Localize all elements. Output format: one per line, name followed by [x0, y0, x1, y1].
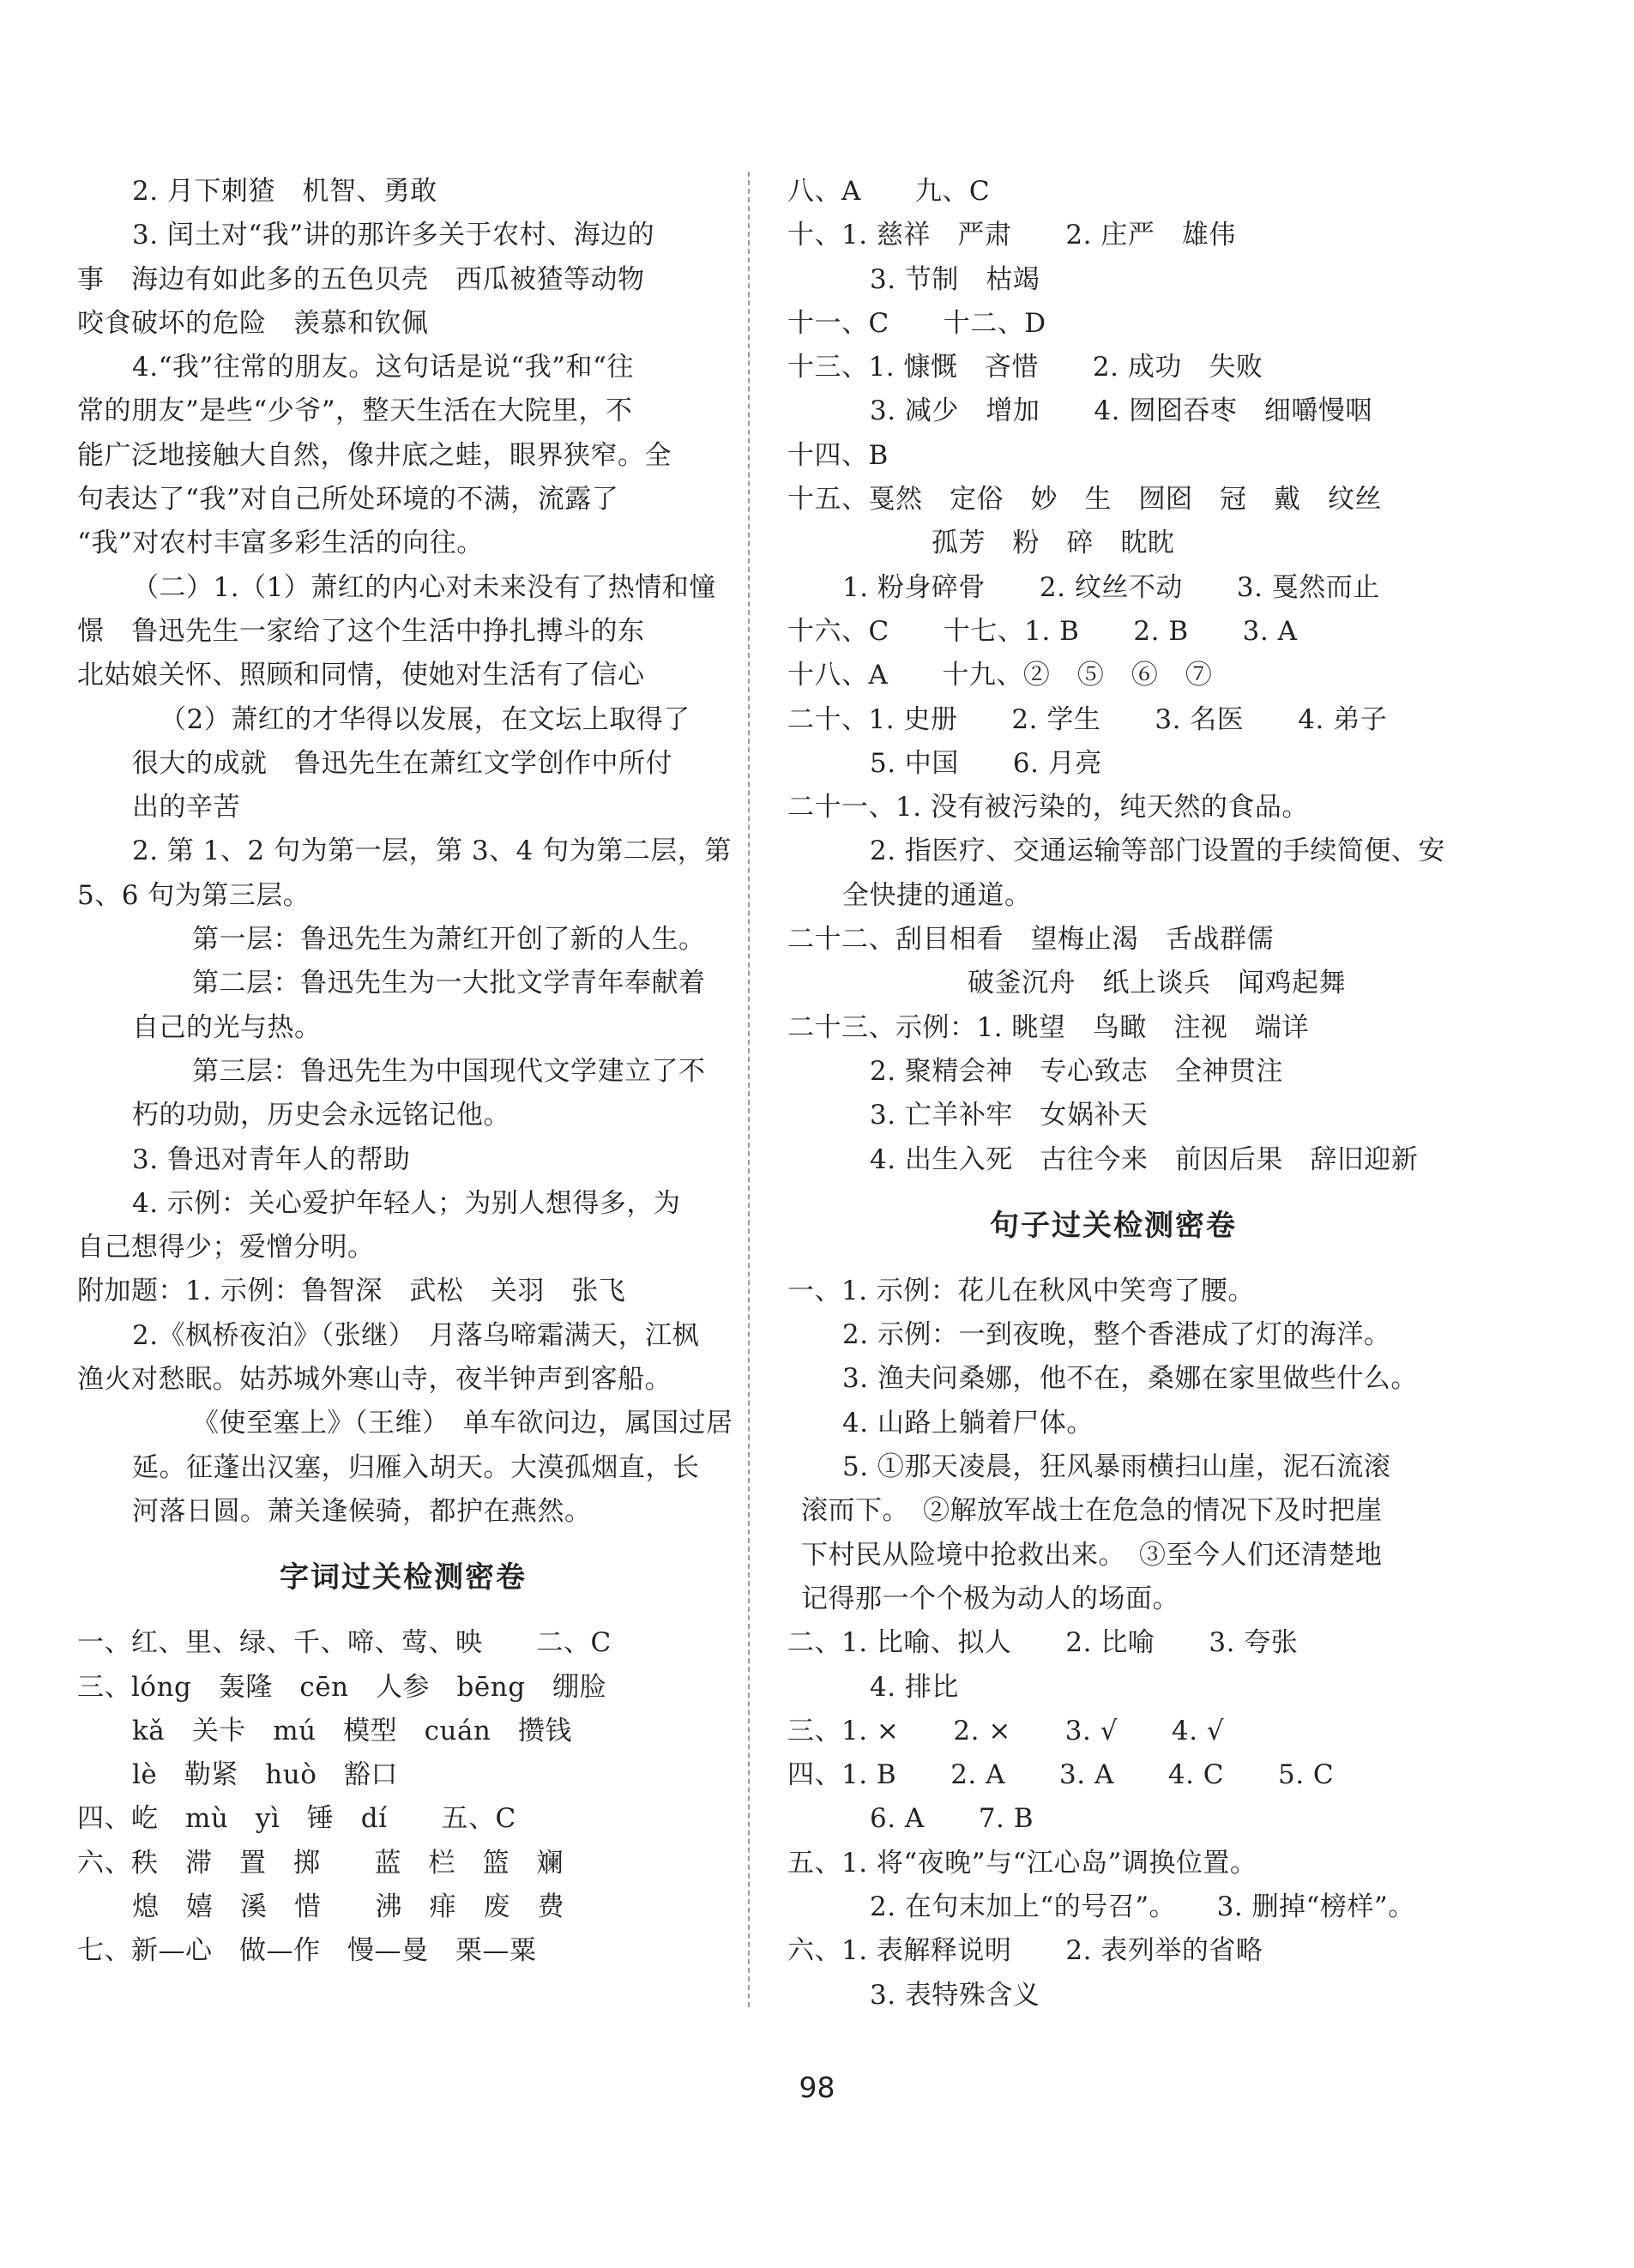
answer-line: 七、新—心 做—作 慢—曼 栗—粟 — [77, 1935, 537, 1967]
answer-line: 第二层：鲁迅先生为一大批文学青年奉献着 — [192, 968, 706, 999]
answer-line: 2. 第 1、2 句为第一层，第 3、4 句为第二层，第 — [132, 835, 732, 867]
answer-line: 十五、戛然 定俗 妙 生 囫囵 冠 戴 纹丝 — [787, 484, 1382, 516]
answer-line: 1. 粉身碎骨 2. 纹丝不动 3. 戛然而止 — [842, 571, 1380, 603]
answer-line: 朽的功勋，历史会永远铭记他。 — [132, 1100, 510, 1131]
answer-line: 4. 出生入死 古往今来 前因后果 辞旧迎新 — [870, 1143, 1419, 1175]
section-title: 字词过关检测密卷 — [280, 1560, 527, 1595]
answer-line: 4. 示例：关心爱护年轻人；为别人想得多，为 — [132, 1187, 681, 1219]
answer-line: 二、1. 比喻、拟人 2. 比喻 3. 夸张 — [787, 1627, 1299, 1659]
section-title: 句子过关检测密卷 — [990, 1208, 1237, 1243]
right-answer-column — [787, 170, 1445, 2018]
answer-line: 四、屹 mù yì 锤 dí 五、C — [77, 1803, 516, 1835]
answer-line: 《使至塞上》（王维） 单车欲问边，属国过居 — [192, 1408, 733, 1439]
answer-line: 孤芳 粉 碎 眈眈 — [932, 528, 1175, 559]
answer-line: 二十二、刮目相看 望梅止渴 舌战群儒 — [787, 924, 1274, 956]
answer-line: kǎ 关卡 mú 模型 cuán 攒钱 — [132, 1715, 572, 1746]
answer-line: 二十三、示例：1. 眺望 鸟瞰 注视 端详 — [787, 1011, 1309, 1043]
answer-line: （二）1.（1）萧红的内心对未来没有了热情和憧 — [132, 571, 716, 603]
answer-line: 2. 在句末加上“的号召”。 3. 删掉“榜样”。 — [870, 1891, 1415, 1922]
answer-line: 十六、C 十七、1. B 2. B 3. A — [787, 615, 1298, 647]
column-divider — [748, 172, 750, 2007]
answer-line: 熄 嬉 溪 惜 沸 痱 废 费 — [132, 1891, 564, 1922]
answer-line: 2. 聚精会神 专心致志 全神贯注 — [870, 1055, 1283, 1087]
answer-line: 咬食破坏的危险 羡慕和钦佩 — [77, 307, 429, 339]
answer-line: 自己想得少；爱憎分明。 — [77, 1232, 375, 1264]
answer-line: 2. 指医疗、交通运输等部门设置的手续简便、安 — [870, 835, 1445, 867]
answer-line: 常的朋友”是些“少爷”，整天生活在大院里，不 — [77, 395, 633, 427]
answer-line: 十八、A 十九、② ⑤ ⑥ ⑦ — [787, 660, 1213, 691]
answer-line: 五、1. 将“夜晚”与“江心岛”调换位置。 — [787, 1847, 1257, 1879]
answer-line: lè 勒紧 huò 豁口 — [132, 1759, 398, 1791]
answer-line: 3. 亡羊补牢 女娲补天 — [870, 1100, 1149, 1131]
answer-line: 第一层：鲁迅先生为萧红开创了新的人生。 — [192, 924, 706, 956]
answer-line: 句表达了“我”对自己所处环境的不满，流露了 — [77, 484, 619, 516]
answer-line: 四、1. B 2. A 3. A 4. C 5. C — [787, 1759, 1335, 1791]
answer-line: 十、1. 慈祥 严肃 2. 庄严 雄伟 — [787, 220, 1236, 251]
answer-line: 三、lóng 轰隆 cēn 人参 bēng 绷脸 — [77, 1671, 607, 1703]
answer-line: 憬 鲁迅先生一家给了这个生活中挣扎搏斗的东 — [77, 615, 645, 647]
answer-line: 出的辛苦 — [132, 792, 240, 823]
answer-line: 一、红、里、绿、千、啼、莺、映 二、C — [77, 1627, 612, 1659]
answer-line: 六、1. 表解释说明 2. 表列举的省略 — [787, 1935, 1263, 1967]
answer-line: 二十一、1. 没有被污染的，纯天然的食品。 — [787, 792, 1309, 823]
answer-line: 2.《枫桥夜泊》（张继） 月落乌啼霜满天，江枫 — [132, 1319, 700, 1351]
answer-line: “我”对农村丰富多彩生活的向往。 — [77, 528, 484, 559]
answer-line: 3. 闰土对“我”讲的那许多关于农村、海边的 — [132, 220, 655, 251]
answer-line: 北姑娘关怀、照顾和同情，使她对生活有了信心 — [77, 660, 645, 691]
left-answer-column — [77, 170, 733, 1974]
answer-line: 3. 表特殊含义 — [870, 1979, 1040, 2011]
answer-line: 河落日圆。萧关逢候骑，都护在燕然。 — [132, 1495, 592, 1527]
answer-line: 延。征蓬出汉塞，归雁入胡天。大漠孤烟直，长 — [132, 1451, 700, 1483]
answer-line: 全快捷的通道。 — [842, 879, 1032, 911]
answer-line: 3. 节制 枯竭 — [870, 263, 1040, 295]
answer-line: 三、1. × 2. × 3. √ 4. √ — [787, 1715, 1225, 1746]
page-number: 98 — [799, 2071, 835, 2104]
answer-line: 渔火对愁眠。姑苏城外寒山寺，夜半钟声到客船。 — [77, 1364, 672, 1396]
answer-line: 十四、B — [787, 439, 889, 471]
answer-line: 滚而下。 ②解放军战士在危急的情况下及时把崖 — [801, 1495, 1383, 1527]
answer-line: 一、1. 示例：花儿在秋风中笑弯了腰。 — [787, 1275, 1255, 1306]
answer-line: 很大的成就 鲁迅先生在萧红文学创作中所付 — [132, 747, 672, 779]
answer-line: 5. 中国 6. 月亮 — [870, 747, 1102, 779]
answer-line: 自己的光与热。 — [132, 1011, 322, 1043]
answer-line: 六、秩 滞 置 掷 蓝 栏 篮 斓 — [77, 1847, 564, 1879]
answer-line: 能广泛地接触大自然，像井底之蛙，眼界狭窄。全 — [77, 439, 672, 471]
answer-line: 第三层：鲁迅先生为中国现代文学建立了不 — [192, 1055, 706, 1087]
answer-line: 3. 减少 增加 4. 囫囵吞枣 细嚼慢咽 — [870, 395, 1372, 427]
answer-line: 4. 山路上躺着尸体。 — [842, 1407, 1094, 1439]
answer-line: 破釜沉舟 纸上谈兵 闻鸡起舞 — [968, 968, 1346, 999]
answer-line: 事 海边有如此多的五色贝壳 西瓜被猹等动物 — [77, 263, 645, 295]
answer-line: 4. 排比 — [870, 1671, 959, 1703]
answer-line: 记得那一个个极为动人的场面。 — [801, 1583, 1179, 1614]
answer-line: 5、6 句为第三层。 — [77, 879, 311, 911]
answer-line: （2）萧红的才华得以发展，在文坛上取得了 — [160, 703, 690, 735]
answer-line: 4.“我”往常的朋友。这句话是说“我”和“往 — [132, 352, 634, 383]
answer-line: 八、A 九、C — [787, 176, 991, 207]
answer-line: 二十、1. 史册 2. 学生 3. 名医 4. 弟子 — [787, 703, 1388, 735]
answer-line: 3. 渔夫问桑娜，他不在，桑娜在家里做些什么。 — [842, 1363, 1418, 1395]
answer-line: 十三、1. 慷慨 吝惜 2. 成功 失败 — [787, 352, 1263, 383]
answer-line: 十一、C 十二、D — [787, 307, 1046, 339]
answer-line: 5. ①那天凌晨，狂风暴雨横扫山崖，泥石流滚 — [842, 1451, 1391, 1483]
answer-line: 2. 示例：一到夜晚，整个香港成了灯的海洋。 — [842, 1319, 1391, 1351]
answer-line: 下村民从险境中抢救出来。 ③至今人们还清楚地 — [801, 1539, 1383, 1571]
answer-line: 3. 鲁迅对青年人的帮助 — [132, 1143, 411, 1175]
answer-line: 2. 月下刺猹 机智、勇敢 — [132, 176, 437, 207]
answer-line: 附加题：1. 示例：鲁智深 武松 关羽 张飞 — [77, 1276, 626, 1307]
answer-line: 6. A 7. B — [870, 1803, 1034, 1835]
